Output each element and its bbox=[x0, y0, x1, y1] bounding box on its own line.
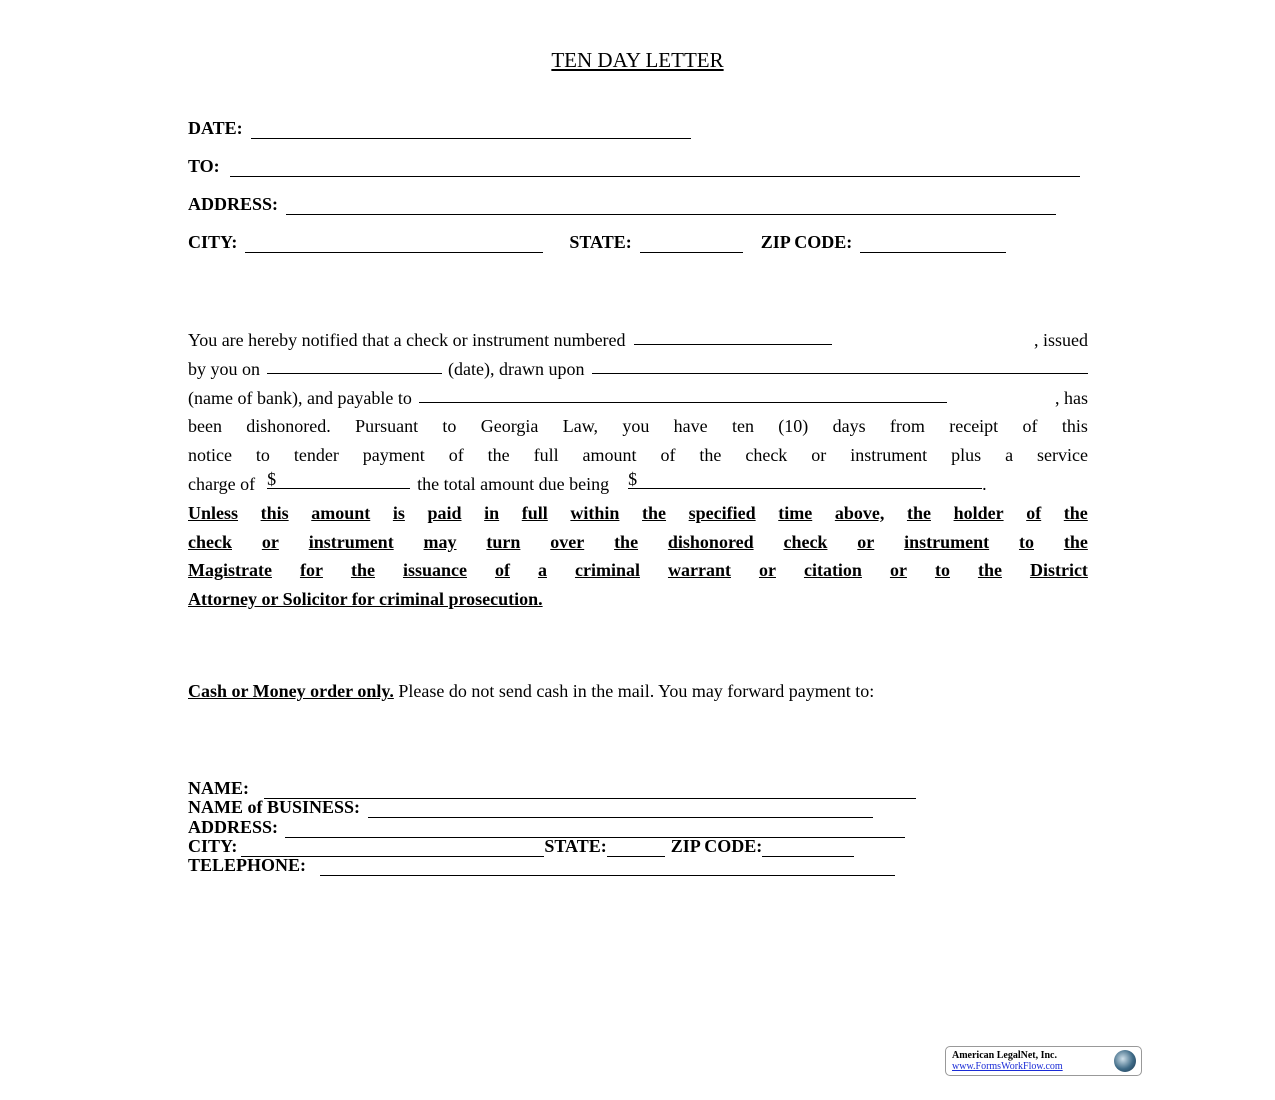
word: instrument bbox=[904, 531, 990, 552]
word: days bbox=[832, 416, 866, 437]
warning-line bbox=[188, 528, 1088, 557]
word: this bbox=[260, 502, 289, 523]
word: instrument bbox=[850, 445, 928, 466]
word: to bbox=[255, 445, 270, 466]
word: Pursuant bbox=[355, 416, 419, 437]
business-row bbox=[188, 798, 873, 818]
word: (10) bbox=[778, 416, 809, 437]
globe-icon bbox=[1114, 1050, 1136, 1072]
zip-blank[interactable] bbox=[762, 841, 854, 857]
word: or bbox=[889, 560, 907, 581]
word: or bbox=[261, 531, 279, 552]
word: have bbox=[673, 416, 708, 437]
payee-blank[interactable] bbox=[419, 384, 947, 403]
zip-blank[interactable] bbox=[860, 236, 1006, 253]
dollar-sign: $ bbox=[628, 468, 638, 489]
word: time bbox=[778, 502, 813, 523]
word: check bbox=[783, 531, 828, 552]
word: tender bbox=[293, 445, 339, 466]
address-label: ADDRESS: bbox=[188, 194, 279, 214]
word: this bbox=[1061, 416, 1088, 437]
text-line bbox=[188, 441, 1088, 470]
word: the bbox=[906, 502, 931, 523]
state-blank[interactable] bbox=[640, 236, 743, 253]
word: amount bbox=[311, 502, 371, 523]
word: to bbox=[934, 560, 950, 581]
word: check bbox=[188, 531, 232, 552]
word: of bbox=[1022, 416, 1038, 437]
publisher-logo bbox=[945, 1046, 1142, 1076]
payment-text: Please do not send cash in the mail. You may forward payment to: bbox=[393, 681, 875, 701]
cash-only-notice: Cash or Money order only. bbox=[188, 681, 394, 701]
issue-date-blank[interactable] bbox=[267, 355, 442, 374]
word: the bbox=[699, 445, 722, 466]
word: warrant bbox=[667, 560, 731, 581]
word: of bbox=[1026, 502, 1042, 523]
warning-line: Attorney or Solicitor for criminal prosecution. bbox=[188, 589, 543, 610]
word: to bbox=[1018, 531, 1034, 552]
text: , has bbox=[1055, 387, 1088, 408]
word: plus bbox=[951, 445, 982, 466]
logo-name: American LegalNet, Inc. bbox=[952, 1050, 1057, 1061]
date-label: DATE: bbox=[188, 118, 243, 138]
address-row bbox=[188, 194, 1056, 215]
word: from bbox=[889, 416, 925, 437]
word: of bbox=[660, 445, 676, 466]
text: You are hereby notified that a check or instrument numbered bbox=[188, 330, 626, 350]
notice-paragraph bbox=[188, 326, 1088, 614]
word: receipt bbox=[949, 416, 999, 437]
word: the bbox=[1063, 531, 1088, 552]
word: specified bbox=[688, 502, 756, 523]
payee-address-row bbox=[188, 818, 905, 838]
dollar-sign: $ bbox=[267, 468, 277, 489]
text: . bbox=[982, 473, 987, 494]
word: paid bbox=[427, 502, 462, 523]
telephone-blank[interactable] bbox=[320, 860, 895, 876]
word: the bbox=[350, 560, 375, 581]
text: (date), drawn upon bbox=[448, 358, 585, 379]
word: notice bbox=[188, 445, 232, 466]
word: or bbox=[811, 445, 827, 466]
telephone-label: TELEPHONE: bbox=[188, 855, 307, 875]
word: a bbox=[1005, 445, 1014, 466]
word: of bbox=[494, 560, 510, 581]
date-row bbox=[188, 118, 691, 139]
word: above, bbox=[834, 502, 885, 523]
text: charge of bbox=[188, 473, 256, 494]
word: Law, bbox=[562, 416, 599, 437]
word: payment bbox=[362, 445, 425, 466]
word: amount bbox=[582, 445, 637, 466]
word: service bbox=[1037, 445, 1088, 466]
payment-instructions bbox=[188, 681, 874, 702]
word: may bbox=[423, 531, 457, 552]
payee-name-row bbox=[188, 779, 916, 799]
word: Georgia bbox=[480, 416, 539, 437]
word: Unless bbox=[188, 502, 239, 523]
word: of bbox=[448, 445, 464, 466]
city-blank[interactable] bbox=[245, 236, 543, 253]
city-label: CITY: bbox=[188, 232, 238, 252]
state-blank[interactable] bbox=[607, 841, 665, 857]
word: holder bbox=[953, 502, 1004, 523]
word: to bbox=[442, 416, 457, 437]
word: is bbox=[392, 502, 405, 523]
word: been bbox=[188, 416, 222, 437]
city-label: CITY: bbox=[188, 836, 238, 856]
payee-city-row bbox=[188, 837, 854, 857]
text-line bbox=[188, 412, 1088, 441]
word: Magistrate bbox=[188, 560, 272, 581]
word: within bbox=[570, 502, 620, 523]
total-amount-blank[interactable] bbox=[628, 470, 982, 489]
state-label: STATE: bbox=[569, 232, 632, 252]
to-blank[interactable] bbox=[230, 160, 1080, 177]
word: or bbox=[857, 531, 875, 552]
word: full bbox=[533, 445, 559, 466]
bank-blank[interactable] bbox=[592, 355, 1088, 374]
document-title: TEN DAY LETTER bbox=[551, 48, 724, 72]
word: for bbox=[299, 560, 323, 581]
address-label: ADDRESS: bbox=[188, 817, 279, 837]
date-blank[interactable] bbox=[251, 122, 691, 139]
to-label: TO: bbox=[188, 156, 220, 176]
check-number-blank[interactable] bbox=[634, 326, 832, 345]
warning-line bbox=[188, 499, 1088, 528]
word: the bbox=[487, 445, 510, 466]
word: ten bbox=[731, 416, 754, 437]
word: citation bbox=[803, 560, 862, 581]
word: you bbox=[622, 416, 650, 437]
word: over bbox=[550, 531, 585, 552]
business-label: NAME of BUSINESS: bbox=[188, 797, 361, 817]
text: the total amount due being bbox=[417, 473, 610, 494]
warning-line bbox=[188, 556, 1088, 585]
text: (name of bank), and payable to bbox=[188, 387, 412, 408]
word: the bbox=[614, 531, 639, 552]
word: or bbox=[758, 560, 776, 581]
business-blank[interactable] bbox=[368, 802, 873, 818]
zip-label: ZIP CODE: bbox=[670, 836, 763, 856]
text: , issued bbox=[1034, 330, 1088, 350]
telephone-row bbox=[188, 856, 895, 876]
word: in bbox=[484, 502, 500, 523]
state-label: STATE: bbox=[544, 836, 607, 856]
name-label: NAME: bbox=[188, 778, 249, 798]
word: District bbox=[1029, 560, 1088, 581]
word: dishonored. bbox=[246, 416, 331, 437]
to-row bbox=[188, 156, 1080, 177]
word: dishonored bbox=[667, 531, 754, 552]
zip-label: ZIP CODE: bbox=[760, 232, 853, 252]
word: instrument bbox=[308, 531, 394, 552]
word: a bbox=[537, 560, 547, 581]
word: issuance bbox=[402, 560, 467, 581]
word: turn bbox=[486, 531, 521, 552]
service-charge-blank[interactable] bbox=[267, 470, 410, 489]
word: the bbox=[1063, 502, 1088, 523]
text: by you on bbox=[188, 358, 260, 379]
word: full bbox=[521, 502, 548, 523]
address-blank[interactable] bbox=[286, 198, 1056, 215]
word: criminal bbox=[574, 560, 640, 581]
word: the bbox=[977, 560, 1002, 581]
logo-link[interactable]: www.FormsWorkFlow.com bbox=[952, 1061, 1063, 1072]
name-blank[interactable] bbox=[264, 783, 916, 799]
city-row bbox=[188, 232, 1006, 253]
word: the bbox=[642, 502, 667, 523]
word: check bbox=[745, 445, 788, 466]
